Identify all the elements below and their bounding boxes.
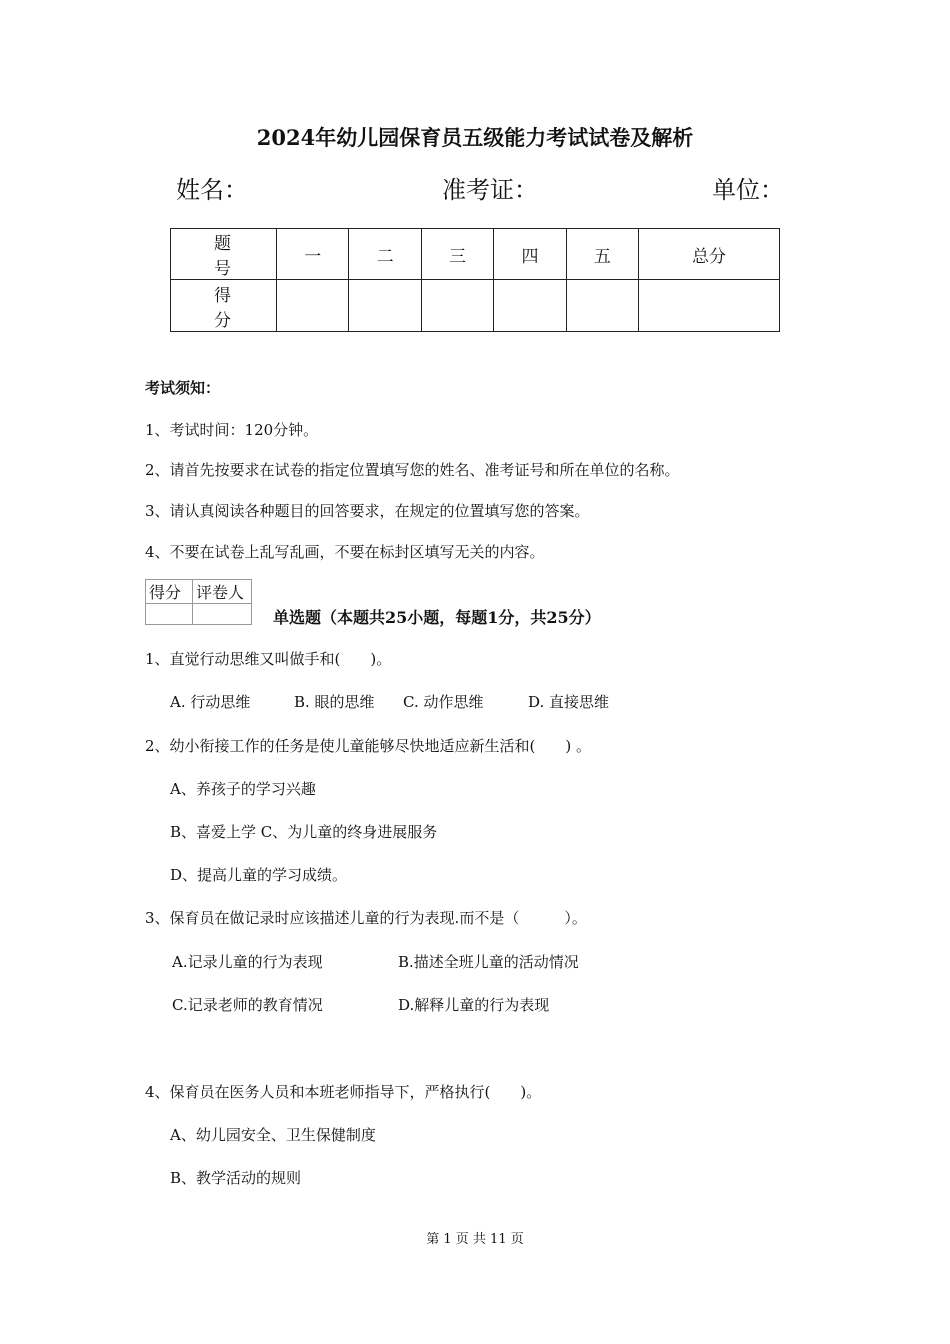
grader-score-label: 得分 bbox=[146, 580, 193, 604]
question-stem: 4、保育员在医务人员和本班老师指导下，严格执行( )。 bbox=[145, 1083, 542, 1101]
grader-name-cell bbox=[193, 604, 252, 625]
question-option: D.解释儿童的行为表现 bbox=[398, 996, 550, 1014]
question-option: D. 直接思维 bbox=[528, 693, 610, 711]
question-option: B、教学活动的规则 bbox=[170, 1169, 302, 1187]
exam-number-field-label: 准考证： bbox=[442, 176, 538, 204]
question-option: A.记录儿童的行为表现 bbox=[172, 953, 323, 971]
question-option: C.记录老师的教育情况 bbox=[172, 996, 323, 1014]
question-option: B. 眼的思维 bbox=[294, 693, 375, 711]
question-option: B、喜爱上学 C、为儿童的终身进展服务 bbox=[170, 823, 438, 841]
score-table-header-row bbox=[171, 229, 780, 280]
exam-note-item: 1、考试时间：120分钟。 bbox=[145, 421, 319, 439]
score-table-header-cell: 三 bbox=[421, 229, 493, 280]
unit-field-label: 单位： bbox=[712, 176, 784, 204]
score-cell bbox=[494, 280, 566, 332]
question-option: A. 行动思维 bbox=[170, 693, 251, 711]
section-title: 单选题（本题共25小题，每题1分，共25分） bbox=[273, 608, 601, 627]
score-cell bbox=[639, 280, 780, 332]
question-stem: 2、幼小衔接工作的任务是使儿童能够尽快地适应新生活和( ) 。 bbox=[145, 737, 592, 755]
page-title: 2024年幼儿园保育员五级能力考试试卷及解析 bbox=[256, 125, 694, 150]
score-table-score-row bbox=[171, 280, 780, 332]
score-table-header-cell: 五 bbox=[566, 229, 638, 280]
grader-name-label: 评卷人 bbox=[193, 580, 252, 604]
question-option: D、提高儿童的学习成绩。 bbox=[170, 866, 348, 884]
score-cell bbox=[421, 280, 493, 332]
score-row-label: 得 分 bbox=[171, 280, 277, 332]
score-table-header-cell: 二 bbox=[349, 229, 421, 280]
question-stem: 3、保育员在做记录时应该描述儿童的行为表现.而不是（ ）。 bbox=[145, 909, 587, 927]
score-cell bbox=[566, 280, 638, 332]
score-cell bbox=[349, 280, 421, 332]
exam-note-item: 4、不要在试卷上乱写乱画，不要在标封区填写无关的内容。 bbox=[145, 543, 545, 561]
exam-note-item: 2、请首先按要求在试卷的指定位置填写您的姓名、准考证号和所在单位的名称。 bbox=[145, 461, 680, 479]
name-field-label: 姓名： bbox=[176, 176, 248, 204]
question-option: C. 动作思维 bbox=[403, 693, 484, 711]
page-footer: 第 1 页 共 11 页 bbox=[426, 1232, 524, 1247]
grader-box bbox=[145, 579, 252, 625]
grader-score-cell bbox=[146, 604, 193, 625]
score-table-header-cell: 题 号 bbox=[171, 229, 277, 280]
score-table bbox=[170, 228, 780, 332]
score-table-header-cell: 总分 bbox=[639, 229, 780, 280]
score-table-header-cell: 一 bbox=[277, 229, 349, 280]
score-table-header-cell: 四 bbox=[494, 229, 566, 280]
exam-notes-heading: 考试须知： bbox=[145, 379, 221, 397]
question-option: A、养孩子的学习兴趣 bbox=[170, 780, 316, 798]
question-option: B.描述全班儿童的活动情况 bbox=[398, 953, 579, 971]
exam-note-item: 3、请认真阅读各种题目的回答要求，在规定的位置填写您的答案。 bbox=[145, 502, 590, 520]
question-stem: 1、直觉行动思维又叫做手和( )。 bbox=[145, 650, 392, 668]
question-option: A、幼儿园安全、卫生保健制度 bbox=[170, 1126, 376, 1144]
